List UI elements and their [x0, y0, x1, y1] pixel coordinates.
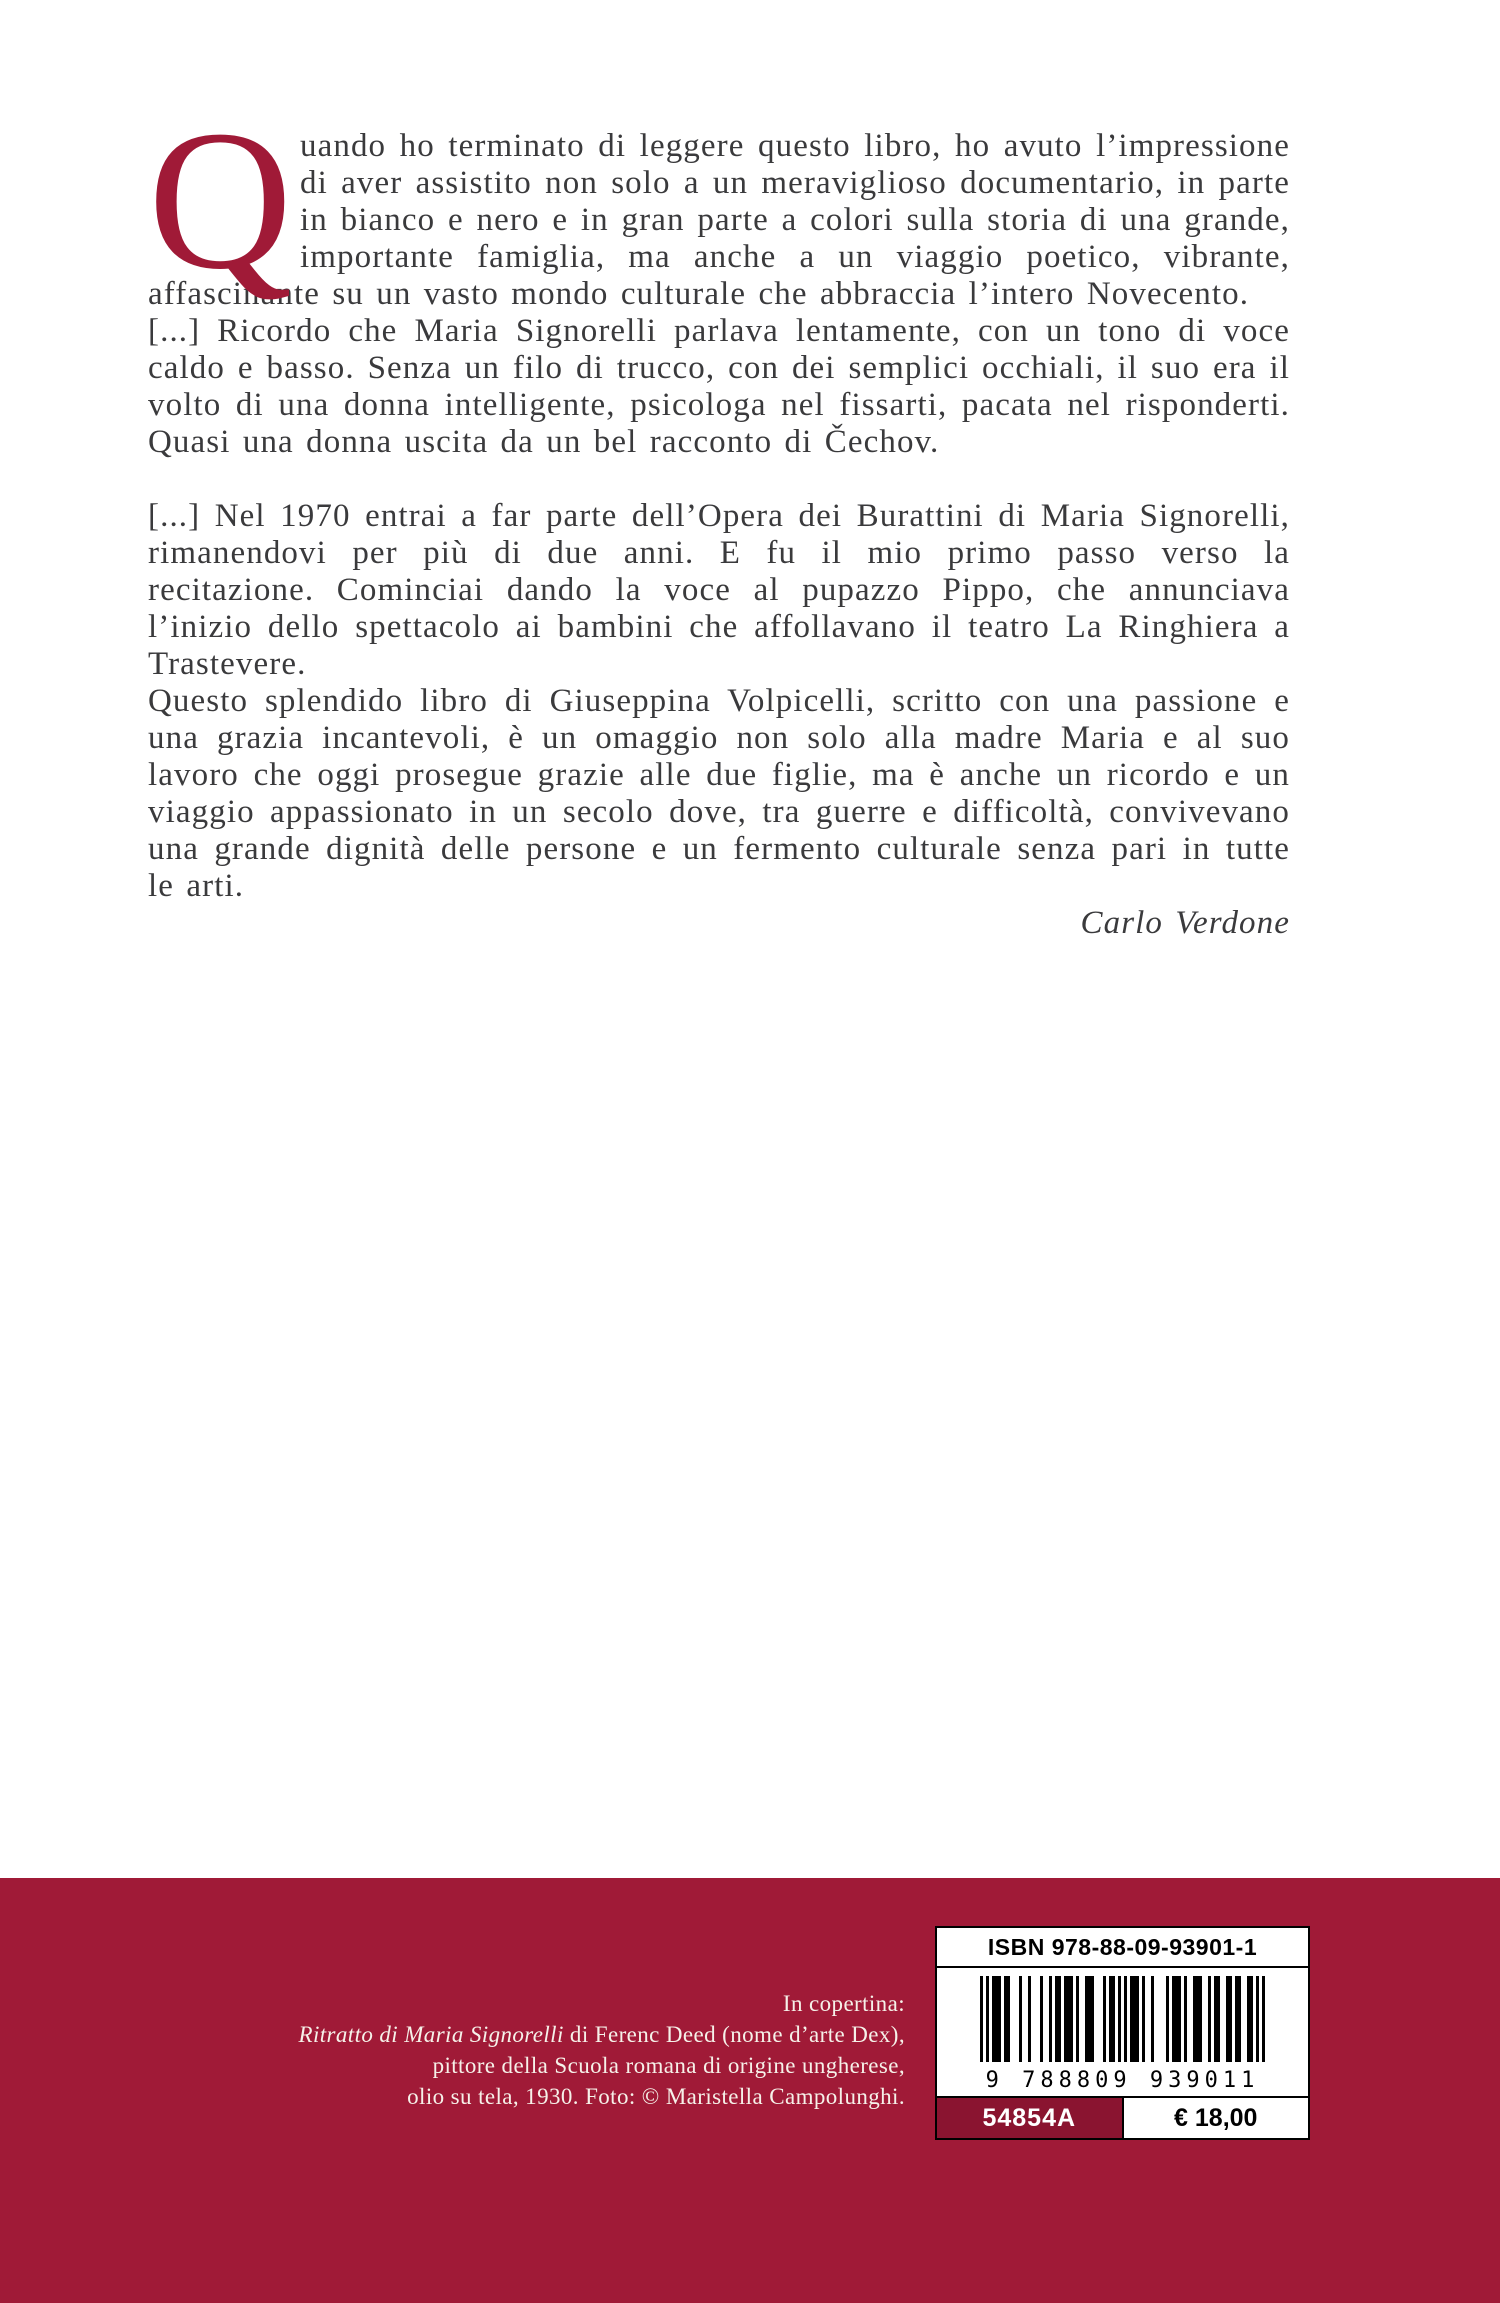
- isbn-label: ISBN 978-88-09-93901-1: [937, 1928, 1308, 1968]
- cover-credit-line-2-rest: di Ferenc Deed (nome d’arte Dex),: [563, 2022, 905, 2047]
- cover-credit-line-3: pittore della Scuola romana di origine ungherese,: [432, 2053, 905, 2078]
- signature: Carlo Verdone: [1080, 905, 1290, 941]
- barcode-box: [935, 1926, 1310, 2140]
- cover-credit-line-1: In copertina:: [782, 1991, 905, 2016]
- review-paragraph-4: Questo splendido libro di Giuseppina Volpicelli, scritto con una passione e una grazia incantevoli, è un omaggio non solo alla madre Maria e al suo lavoro che oggi prosegue grazie alle due figlie, ma è anche un ricordo e un viaggio appassionato in un secolo dove, tra guerre e difficoltà, convivevano una grande dignità delle persone e un fermento culturale senza pari in tutte le arti.: [148, 683, 1290, 904]
- dropcap-letter: Q: [148, 90, 293, 311]
- review-paragraph-1: [148, 90, 1290, 313]
- barcode-digits: 9 788809 939011: [985, 2067, 1260, 2093]
- cover-credit-work-title: Ritratto di Maria Signorelli: [298, 2022, 564, 2047]
- review-paragraph-2: [...] Ricordo che Maria Signorelli parlava lentamente, con un tono di voce caldo e basso. Senza un filo di trucco, con dei semplici occhiali, il suo era il volto di una donna intelligente, psicologa nel fissarti, pacata nel risponderti. Quasi una donna uscita da un bel racconto di Čechov.: [148, 313, 1290, 460]
- barcode-bars: [937, 1968, 1308, 2064]
- cover-credit: [299, 1988, 906, 2112]
- footer-band: [0, 1878, 1500, 2303]
- publisher-code: 54854A: [937, 2098, 1124, 2138]
- cover-credit-line-4: olio su tela, 1930. Foto: © Maristella Campolunghi.: [407, 2084, 905, 2109]
- cover-credit-line-2: [299, 2019, 906, 2050]
- review-text-block: [148, 90, 1290, 942]
- review-paragraph-1-text: uando ho terminato di leggere questo libro, ho avuto l’impressione di aver assistito non solo a un meraviglioso documentario, in parte in bianco e nero e in gran parte a colori sulla storia di una grande, importante famiglia, ma anche a un viaggio poetico, vibrante, affascinante su un vasto mondo culturale che abbraccia l’intero Novecento.: [148, 128, 1290, 312]
- review-paragraph-3: [...] Nel 1970 entrai a far parte dell’Opera dei Burattini di Maria Signorelli, rimanendovi per più di due anni. E fu il mio primo passo verso la recitazione. Cominciai dando la voce al pupazzo Pippo, che annunciava l’inizio dello spettacolo ai bambini che affollavano il teatro La Ringhiera a Trastevere.: [148, 498, 1290, 682]
- price: € 18,00: [1124, 2098, 1309, 2138]
- price-row: [937, 2096, 1308, 2138]
